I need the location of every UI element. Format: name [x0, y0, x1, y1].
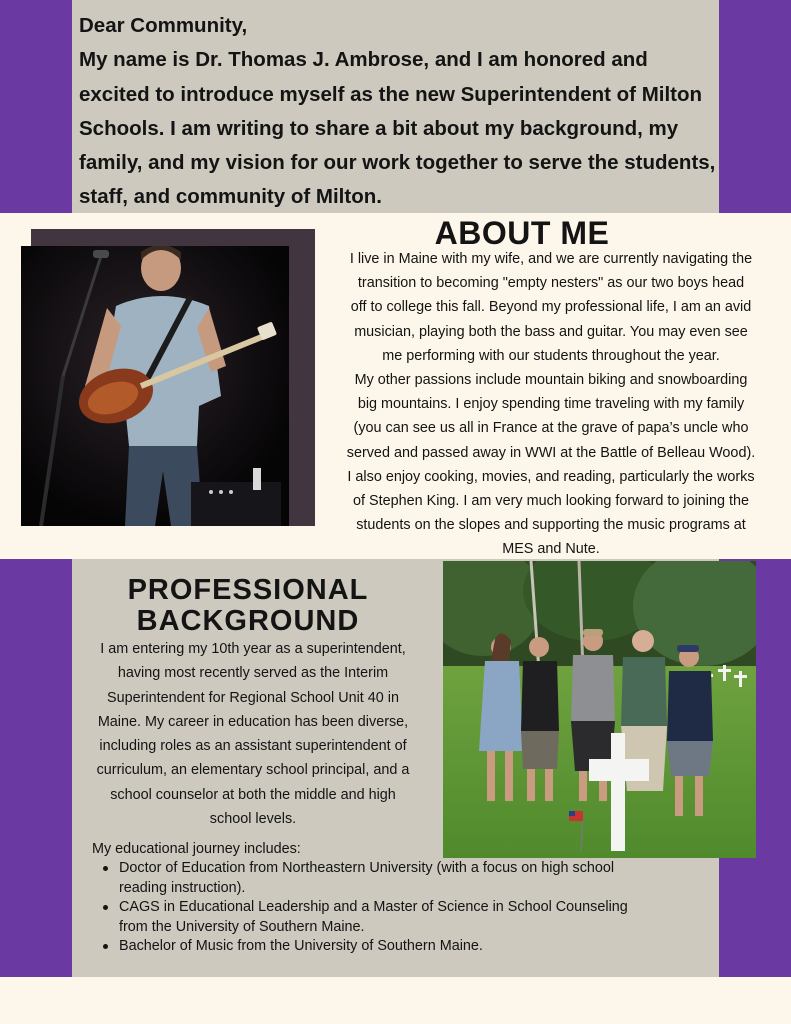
family-photo	[443, 561, 756, 858]
intro-letter: Dear Community, My name is Dr. Thomas J. Ambrose, and I am honored and excited to introduce myself as the new Superintendent of Milton Schools. I am writing to share a bit about my background, my family, and my vision for our work together to serve the students, staff, and community of Milton.	[79, 14, 716, 209]
list-item: Doctor of Education from Northeastern University (with a focus on high school reading instruction).	[119, 859, 679, 898]
family-cemetery-illustration	[443, 561, 756, 858]
professional-background-heading: PROFESSIONAL BACKGROUND	[127, 574, 369, 637]
education-list	[119, 859, 679, 957]
bass-player-illustration	[21, 246, 289, 526]
purple-bar-bottom-left	[0, 559, 72, 977]
professional-background-text: I am entering my 10th year as a superintendent, having most recently served as the Interim Superintendent for Regional School Unit 40 in Maine. My career in education has been diverse, including roles as an assistant superintendent of curriculum, an elementary school principal, and a school counselor at both the middle and high school levels.	[96, 641, 410, 828]
journey-title: My educational journey includes:	[92, 841, 301, 857]
purple-bar-top-left	[0, 0, 72, 213]
about-me-text: I live in Maine with my wife, and we are currently navigating the transition to becoming "empty nesters" as our two boys head off to college this fall. Beyond my professional life, I am an avid musician, playing both the bass and guitar. You may even see me performing with our students throughout the year. My other passions include mountain biking and snowboarding big mountains. I enjoy spending time traveling with my family (you can see us all in France at the grave of papa’s uncle who served and passed away in WWI at the Battle of Belleau Wood). I also enjoy cooking, movies, and reading, particularly the works of Stephen King. I am very much looking forward to joining the students on the slopes and supporting the music programs at MES and Nute.	[346, 251, 756, 558]
list-item: CAGS in Educational Leadership and a Master of Science in School Counseling from the University of Southern Maine.	[119, 898, 679, 937]
list-item: Bachelor of Music from the University of Southern Maine.	[119, 937, 679, 957]
purple-bar-top-right	[719, 0, 791, 213]
musician-photo	[21, 246, 289, 526]
about-me-heading: ABOUT ME	[434, 215, 610, 251]
